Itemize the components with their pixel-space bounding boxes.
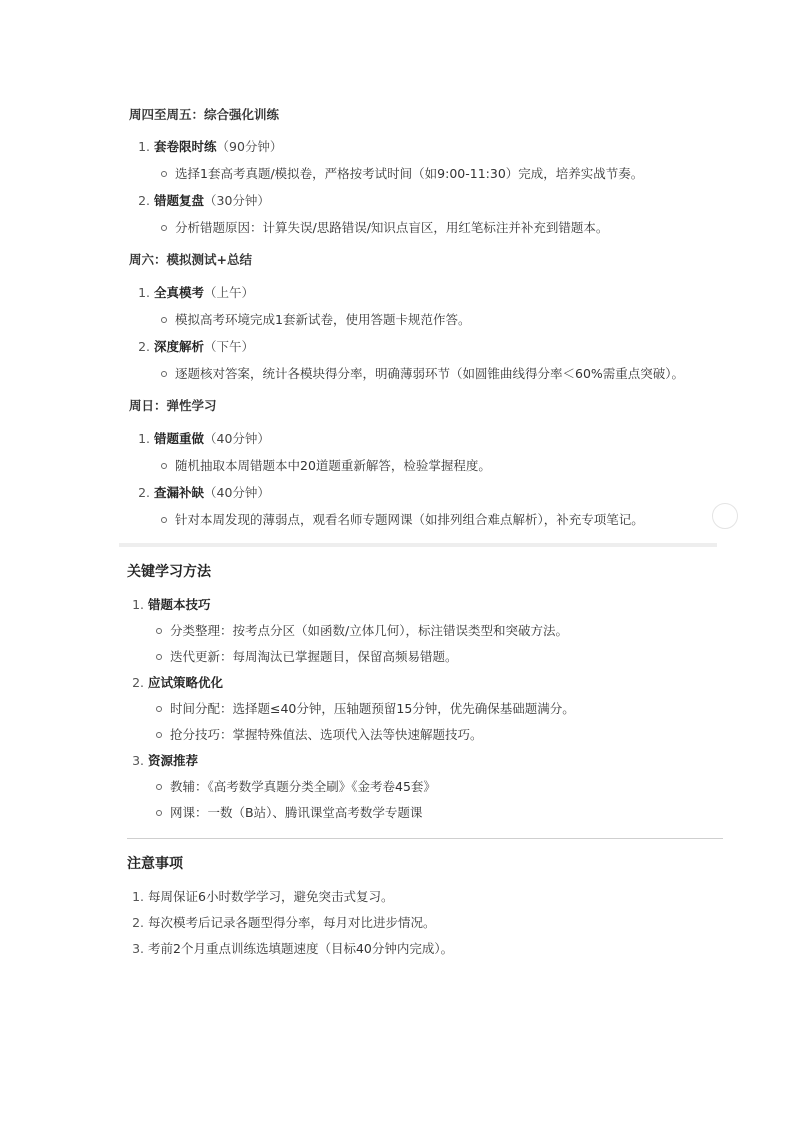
note-item (119, 913, 724, 933)
bullet-list (119, 777, 724, 823)
bullet-item (119, 803, 724, 823)
step-number: 1. (138, 431, 150, 446)
note-text: 每周保证6小时数学学习，避免突击式复习。 (148, 889, 394, 904)
bullet-circle-icon (161, 371, 167, 377)
bullet-item (119, 218, 719, 238)
method-item (119, 673, 724, 745)
methods-heading: 关键学习方法 (127, 564, 211, 580)
step-title: 查漏补缺 (154, 485, 205, 500)
step-item (119, 137, 719, 184)
day-heading: 周四至周五：综合强化训练 (129, 107, 280, 122)
bullet-item (119, 510, 719, 530)
notes-block (119, 852, 724, 959)
step-title: 套卷限时练 (154, 139, 217, 154)
step-duration: （上午） (204, 285, 255, 300)
step-number: 2. (138, 193, 150, 208)
bullet-list (119, 621, 724, 667)
bullet-list (119, 218, 719, 238)
note-text: 考前2个月重点训练选填题速度（目标40分钟内完成）。 (148, 941, 454, 956)
bullet-circle-icon (161, 225, 167, 231)
bullet-circle-icon (156, 706, 162, 712)
method-number: 3. (132, 753, 144, 768)
day-section (119, 250, 719, 384)
bullet-circle-icon (161, 171, 167, 177)
note-item (119, 939, 724, 959)
bullet-list (119, 364, 719, 384)
bullet-circle-icon (161, 463, 167, 469)
bullet-text: 针对本周发现的薄弱点，观看名师专题网课（如排列组合难点解析），补充专项笔记。 (175, 512, 644, 527)
bullet-item (119, 647, 724, 667)
schedule-block (119, 100, 719, 530)
step-duration: （30分钟） (204, 193, 270, 208)
note-number: 1. (132, 889, 144, 904)
method-title: 错题本技巧 (148, 597, 211, 612)
step-duration: （90分钟） (216, 139, 283, 154)
bullet-circle-icon (156, 654, 162, 660)
bullet-circle-icon (156, 628, 162, 634)
note-text: 每次模考后记录各题型得分率，每月对比进步情况。 (148, 915, 436, 930)
method-number: 2. (132, 675, 144, 690)
bullet-item (119, 310, 719, 330)
bullet-list (119, 310, 719, 330)
step-item (119, 483, 719, 530)
bullet-text: 时间分配：选择题≤40分钟，压轴题预留15分钟，优先确保基础题满分。 (170, 701, 575, 716)
bullet-text: 选择1套高考真题/模拟卷，严格按考试时间（如9:00-11:30）完成，培养实战节奏。 (175, 166, 644, 181)
day-heading: 周六：模拟测试+总结 (129, 252, 252, 267)
bullet-item (119, 164, 719, 184)
bullet-text: 逐题核对答案，统计各模块得分率，明确薄弱环节（如圆锥曲线得分率＜60%需重点突破）。 (175, 366, 685, 381)
bullet-item (119, 777, 724, 797)
step-list (119, 283, 719, 384)
notes-list (119, 887, 724, 959)
bullet-circle-icon (156, 732, 162, 738)
section-divider (127, 838, 723, 839)
method-item (119, 751, 724, 823)
step-title: 深度解析 (154, 339, 205, 354)
bullet-list (119, 510, 719, 530)
step-title: 全真模考 (154, 285, 205, 300)
methods-block (119, 560, 724, 823)
bullet-text: 教辅：《高考数学真题分类全刷》《金考卷45套》 (170, 779, 436, 794)
step-list (119, 429, 719, 530)
method-list (119, 595, 724, 823)
step-item (119, 429, 719, 476)
bullet-item (119, 456, 719, 476)
step-number: 2. (138, 339, 150, 354)
bullet-text: 网课：一数（B站）、腾讯课堂高考数学专题课 (170, 805, 423, 820)
step-number: 1. (138, 139, 150, 154)
bullet-text: 随机抽取本周错题本中20道题重新解答，检验掌握程度。 (175, 458, 491, 473)
note-number: 2. (132, 915, 144, 930)
step-number: 1. (138, 285, 150, 300)
step-item (119, 337, 719, 384)
bullet-list (119, 456, 719, 476)
step-duration: （40分钟） (204, 431, 270, 446)
step-number: 2. (138, 485, 150, 500)
bullet-circle-icon (161, 517, 167, 523)
day-section (119, 100, 719, 238)
bullet-item (119, 699, 724, 719)
method-title: 资源推荐 (148, 753, 199, 768)
bullet-text: 分析错题原因：计算失误/思路错误/知识点盲区，用红笔标注并补充到错题本。 (175, 220, 609, 235)
bullet-item (119, 364, 719, 384)
scroll-handle-icon[interactable] (712, 503, 738, 529)
bullet-list (119, 164, 719, 184)
bullet-item (119, 725, 724, 745)
step-item (119, 283, 719, 330)
step-title: 错题重做 (154, 431, 205, 446)
bullet-text: 迭代更新：每周淘汰已掌握题目，保留高频易错题。 (170, 649, 458, 664)
step-title: 错题复盘 (154, 193, 205, 208)
bullet-text: 分类整理：按考点分区（如函数/立体几何），标注错误类型和突破方法。 (170, 623, 568, 638)
notes-heading: 注意事项 (127, 856, 183, 872)
bullet-circle-icon (156, 810, 162, 816)
bullet-circle-icon (156, 784, 162, 790)
bullet-list (119, 699, 724, 745)
bullet-text: 模拟高考环境完成1套新试卷，使用答题卡规范作答。 (175, 312, 471, 327)
step-item (119, 191, 719, 238)
bullet-item (119, 621, 724, 641)
method-number: 1. (132, 597, 144, 612)
day-section (119, 396, 719, 530)
step-duration: （40分钟） (204, 485, 270, 500)
step-duration: （下午） (204, 339, 255, 354)
section-divider (119, 543, 717, 547)
method-title: 应试策略优化 (148, 675, 224, 690)
note-number: 3. (132, 941, 144, 956)
method-item (119, 595, 724, 667)
note-item (119, 887, 724, 907)
day-heading: 周日：弹性学习 (129, 398, 217, 413)
bullet-circle-icon (161, 317, 167, 323)
step-list (119, 137, 719, 238)
bullet-text: 抢分技巧：掌握特殊值法、选项代入法等快速解题技巧。 (170, 727, 483, 742)
